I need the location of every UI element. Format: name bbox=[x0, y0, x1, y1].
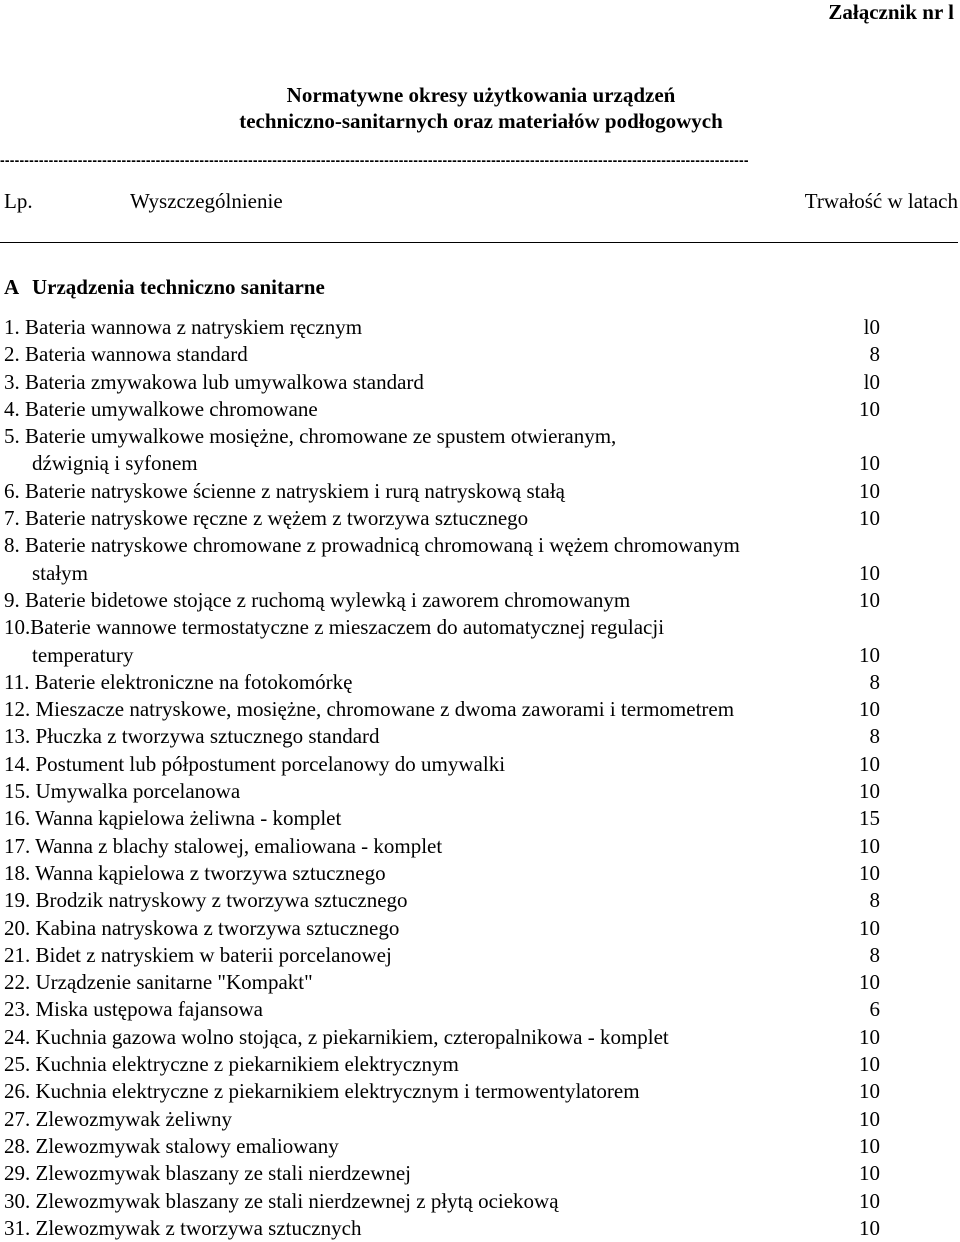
item-description: 21. Bidet z natryskiem w baterii porcelanowej bbox=[4, 942, 392, 967]
item-description: 7. Baterie natryskowe ręczne z wężem z tworzywa sztucznego bbox=[4, 506, 529, 531]
list-item bbox=[4, 887, 884, 914]
list-item bbox=[4, 915, 884, 942]
item-duration: 8 bbox=[869, 342, 880, 367]
list-item bbox=[4, 369, 884, 396]
item-list bbox=[4, 314, 884, 1242]
list-item-continuation bbox=[4, 560, 884, 587]
item-duration: 10 bbox=[859, 1215, 880, 1240]
item-description: 8. Baterie natryskowe chromowane z prowadnicą chromowaną i wężem chromowanym bbox=[4, 533, 740, 558]
section-heading bbox=[4, 274, 325, 300]
item-duration: 10 bbox=[859, 506, 880, 531]
attachment-label: Załącznik nr l bbox=[828, 0, 954, 24]
item-description: 1. Bateria wannowa z natryskiem ręcznym bbox=[4, 315, 363, 339]
item-duration: 10 bbox=[859, 833, 880, 858]
item-description: 3. Bateria zmywakowa lub umywalkowa standard bbox=[4, 369, 424, 394]
list-item bbox=[4, 696, 884, 723]
item-duration: 10 bbox=[859, 779, 880, 804]
list-item bbox=[4, 1160, 884, 1187]
list-item-continuation bbox=[4, 642, 884, 669]
item-duration: l0 bbox=[863, 315, 880, 339]
item-duration: 10 bbox=[859, 1106, 880, 1131]
item-description: 26. Kuchnia elektryczne z piekarnikiem elektrycznym i termowentylatorem bbox=[4, 1079, 640, 1104]
item-description: 4. Baterie umywalkowe chromowane bbox=[4, 396, 318, 421]
list-item bbox=[4, 669, 884, 696]
item-description: 10.Baterie wannowe termostatyczne z mieszaczem do automatycznej regulacji bbox=[4, 615, 665, 640]
item-description: 16. Wanna kąpielowa żeliwna - komplet bbox=[4, 806, 342, 831]
list-item bbox=[4, 1024, 884, 1051]
list-item bbox=[4, 969, 884, 996]
list-item bbox=[4, 1215, 884, 1242]
item-description: 29. Zlewozmywak blaszany ze stali nierdzewnej bbox=[4, 1161, 412, 1186]
item-description: 31. Zlewozmywak z tworzywa sztucznych bbox=[4, 1215, 362, 1240]
list-item bbox=[4, 341, 884, 368]
item-duration: 10 bbox=[859, 396, 880, 421]
list-item bbox=[4, 1051, 884, 1078]
item-description: 6. Baterie natryskowe ścienne z natryskiem i rurą natryskową stałą bbox=[4, 478, 565, 503]
list-item bbox=[4, 478, 884, 505]
item-duration: 15 bbox=[859, 806, 880, 831]
list-item bbox=[4, 723, 884, 750]
column-header-lp: Lp. bbox=[4, 189, 33, 213]
item-duration: 10 bbox=[859, 1024, 880, 1049]
item-duration: 10 bbox=[859, 915, 880, 940]
item-description-continuation: temperatury bbox=[32, 642, 134, 667]
item-description: 23. Miska ustępowa fajansowa bbox=[4, 997, 263, 1022]
list-item bbox=[4, 996, 884, 1023]
list-item bbox=[4, 423, 884, 450]
document-title-line-1: Normatywne okresy użytkowania urządzeń bbox=[286, 83, 676, 107]
item-duration: 8 bbox=[869, 724, 880, 749]
item-duration: 10 bbox=[859, 970, 880, 995]
list-item bbox=[4, 587, 884, 614]
item-description-continuation: stałym bbox=[32, 560, 88, 585]
item-description: 15. Umywalka porcelanowa bbox=[4, 779, 241, 804]
item-description: 18. Wanna kąpielowa z tworzywa sztucznego bbox=[4, 860, 386, 885]
list-item bbox=[4, 1078, 884, 1105]
list-item bbox=[4, 1188, 884, 1215]
item-duration: 8 bbox=[869, 669, 880, 694]
list-item bbox=[4, 860, 884, 887]
item-description: 17. Wanna z blachy stalowej, emaliowana - komplet bbox=[4, 833, 443, 858]
item-duration: 8 bbox=[869, 888, 880, 913]
header-divider-line bbox=[0, 242, 958, 243]
item-description: 2. Bateria wannowa standard bbox=[4, 342, 248, 367]
item-description: 24. Kuchnia gazowa wolno stojąca, z piekarnikiem, czteropalnikowa - komplet bbox=[4, 1024, 669, 1049]
list-item bbox=[4, 778, 884, 805]
item-description: 28. Zlewozmywak stalowy emaliowany bbox=[4, 1133, 339, 1158]
item-duration: 8 bbox=[869, 942, 880, 967]
item-duration: 10 bbox=[859, 1052, 880, 1077]
column-header-duration: Trwałość w latach bbox=[804, 189, 958, 213]
list-item bbox=[4, 805, 884, 832]
list-item bbox=[4, 833, 884, 860]
item-description: 20. Kabina natryskowa z tworzywa sztucznego bbox=[4, 915, 400, 940]
section-letter: A bbox=[4, 275, 20, 299]
item-description: 12. Mieszacze natryskowe, mosiężne, chromowane z dwoma zaworami i termometrem bbox=[4, 697, 735, 722]
item-duration: 10 bbox=[859, 1133, 880, 1158]
item-description: 14. Postument lub półpostument porcelanowy do umywalki bbox=[4, 751, 506, 776]
item-description: 9. Baterie bidetowe stojące z ruchomą wylewką i zaworem chromowanym bbox=[4, 587, 631, 612]
item-duration: 10 bbox=[859, 697, 880, 722]
list-item-continuation bbox=[4, 450, 884, 477]
item-duration: 10 bbox=[859, 451, 880, 476]
item-duration: 10 bbox=[859, 587, 880, 612]
list-item bbox=[4, 314, 884, 341]
column-header-description: Wyszczególnienie bbox=[130, 189, 283, 213]
list-item bbox=[4, 942, 884, 969]
item-description: 13. Płuczka z tworzywa sztucznego standard bbox=[4, 724, 380, 749]
item-description: 5. Baterie umywalkowe mosiężne, chromowane ze spustem otwieranym, bbox=[4, 424, 617, 449]
item-duration: 10 bbox=[859, 1161, 880, 1186]
dashed-separator: ---------------------------------------------------------------------------------------------------------------------------------------------------------- bbox=[0, 152, 749, 168]
list-item bbox=[4, 1133, 884, 1160]
item-duration: 10 bbox=[859, 1079, 880, 1104]
item-description: 22. Urządzenie sanitarne "Kompakt" bbox=[4, 970, 313, 995]
item-duration: 10 bbox=[859, 751, 880, 776]
item-description: 30. Zlewozmywak blaszany ze stali nierdzewnej z płytą ociekową bbox=[4, 1188, 559, 1213]
item-duration: 10 bbox=[859, 560, 880, 585]
item-description: 19. Brodzik natryskowy z tworzywa sztucznego bbox=[4, 888, 408, 913]
document-title-line-2: techniczno-sanitarnych oraz materiałów podłogowych bbox=[239, 109, 723, 133]
item-description: 25. Kuchnia elektryczne z piekarnikiem elektrycznym bbox=[4, 1052, 459, 1077]
item-description-continuation: dźwignią i syfonem bbox=[32, 451, 198, 476]
item-duration: 10 bbox=[859, 1188, 880, 1213]
list-item bbox=[4, 751, 884, 778]
item-description: 27. Zlewozmywak żeliwny bbox=[4, 1106, 233, 1131]
item-duration: l0 bbox=[863, 369, 880, 394]
list-item bbox=[4, 505, 884, 532]
list-item bbox=[4, 396, 884, 423]
item-duration: 10 bbox=[859, 478, 880, 503]
item-duration: 10 bbox=[859, 860, 880, 885]
item-duration: 6 bbox=[869, 997, 880, 1022]
section-title: Urządzenia techniczno sanitarne bbox=[32, 275, 325, 299]
item-description: 11. Baterie elektroniczne na fotokomórkę bbox=[4, 669, 353, 694]
item-duration: 10 bbox=[859, 642, 880, 667]
list-item bbox=[4, 614, 884, 641]
list-item bbox=[4, 1106, 884, 1133]
list-item bbox=[4, 532, 884, 559]
